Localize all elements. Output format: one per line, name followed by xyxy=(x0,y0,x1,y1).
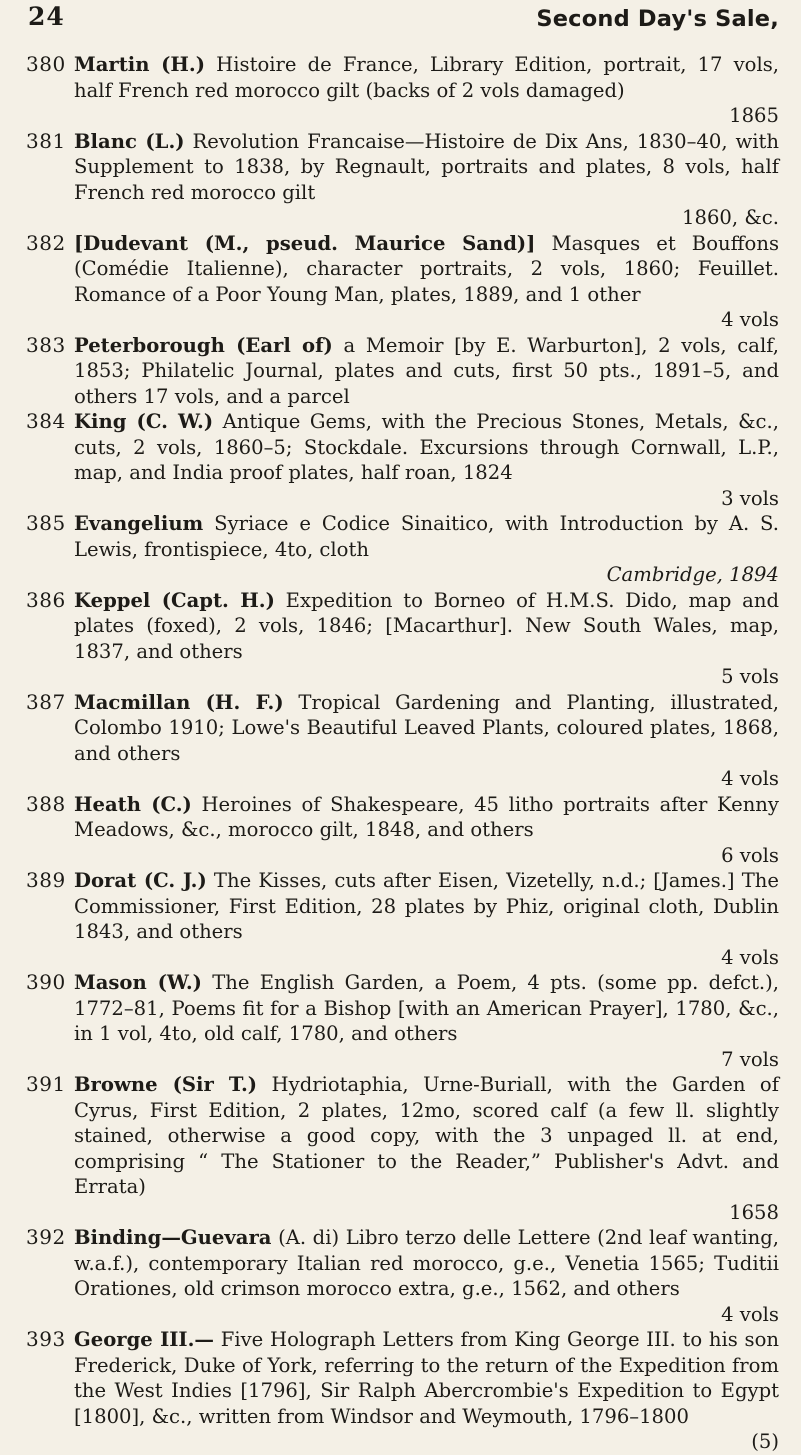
lot-heading: Heath (C.) xyxy=(74,792,192,816)
lot-heading: Keppel (Capt. H.) xyxy=(74,588,275,612)
lot-description xyxy=(74,970,779,1072)
lot-heading: Mason (W.) xyxy=(74,971,202,994)
lot-heading: Blanc (L.) xyxy=(74,129,185,153)
lot-text: Hydriotaphia, Urne-Buriall, with the Garden of Cyrus, First Edition, 2 plates, 12mo, scored calf (a few ll. slightly stained, otherwise a good copy, with the 3 unpaged ll. at end, comprising “ The Stationer to the Reader,” Publisher's Advt. and Errata) xyxy=(74,1073,779,1198)
lot-number: 386 xyxy=(26,587,66,612)
lot-heading: Binding—Guevara xyxy=(74,1226,272,1249)
lot-tail: 7 vols xyxy=(721,1047,779,1071)
lot-description xyxy=(74,792,779,869)
lot-description xyxy=(74,52,779,129)
lot-number: 390 xyxy=(26,970,66,994)
lot-heading: [Dudevant (M., pseud. Maurice Sand)] xyxy=(74,231,536,255)
lot-description xyxy=(74,231,779,333)
lot-tail: 4 vols xyxy=(721,767,779,790)
lot-entry xyxy=(26,1072,779,1225)
lot-number: 392 xyxy=(26,1225,66,1249)
lot-text: (A. di) Libro terzo delle Lettere (2nd leaf wanting, w.a.f.), contemporary Italian red morocco, g.e., Venetia 1565; Tuditii Orationes, old crimson morocco extra, g.e., 1562, and others xyxy=(74,1226,780,1300)
lot-text: Expedition to Borneo of H.M.S. Dido, map and plates (foxed), 2 vols, 1846; [Macarthur]. New South Wales, map, 1837, and others xyxy=(74,588,779,663)
lot-text: Heroines of Shakespeare, 45 litho portraits after Kenny Meadows, &c., morocco gilt, 1848, and others xyxy=(74,792,779,841)
lot-entry xyxy=(26,690,779,792)
lot-entry xyxy=(26,970,779,1072)
lot-entry xyxy=(26,1327,779,1455)
lot-text: Five Holograph Letters from King George III. to his son Frederick, Duke of York, referring to the return of the Expedition from the West Indies [1796], Sir Ralph Abercrombie's Expedition to Egypt [1800], &c., written from Windsor and Weymouth, 1796–1800 xyxy=(74,1328,780,1428)
lot-text: Histoire de France, Library Edition, portrait, 17 vols, half French red morocco gilt (backs of 2 vols damaged) xyxy=(74,53,779,102)
running-head: Second Day's Sale, xyxy=(536,6,779,32)
lot-number: 388 xyxy=(26,791,66,816)
lot-number: 393 xyxy=(26,1327,66,1351)
lot-text: Tropical Gardening and Planting, illustrated, Colombo 1910; Lowe's Beautiful Leaved Plants, coloured plates, 1868, and others xyxy=(74,690,779,765)
lot-heading: Macmillan (H. F.) xyxy=(74,690,284,714)
lot-entry xyxy=(26,52,779,129)
lot-description xyxy=(74,690,779,792)
lot-text: Revolution Francaise—Histoire de Dix Ans, 1830–40, with Supplement to 1838, by Regnault, portraits and plates, 8 vols, half French red morocco gilt xyxy=(74,129,779,204)
lot-entry xyxy=(26,231,779,333)
lot-tail: (5) xyxy=(751,1430,779,1453)
lot-tail: 3 vols xyxy=(721,486,779,510)
lot-number: 384 xyxy=(26,409,66,433)
lot-description xyxy=(74,333,779,410)
lot-tail: 4 vols xyxy=(721,1302,779,1326)
lot-heading: Browne (Sir T.) xyxy=(74,1073,258,1096)
lot-text: Masques et Bouffons (Comédie Italienne), character portraits, 2 vols, 1860; Feuillet. Romance of a Poor Young Man, plates, 1889, and 1 other xyxy=(74,231,780,306)
lot-entry xyxy=(26,333,779,410)
lot-number: 391 xyxy=(26,1072,66,1096)
lot-heading: Peterborough (Earl of) xyxy=(74,333,333,357)
lot-heading: Martin (H.) xyxy=(74,53,206,76)
lot-tail: 5 vols xyxy=(721,665,779,688)
lot-number: 383 xyxy=(26,332,66,357)
lot-entry xyxy=(26,511,779,588)
lot-description xyxy=(74,129,779,231)
lot-number: 389 xyxy=(26,868,66,892)
lot-tail: Cambridge, 1894 xyxy=(606,563,779,586)
lot-list xyxy=(26,52,779,1455)
lot-heading: Dorat (C. J.) xyxy=(74,869,207,892)
lot-entry xyxy=(26,588,779,690)
lot-number: 382 xyxy=(26,230,66,255)
lot-number: 385 xyxy=(26,511,66,535)
lot-tail: 1865 xyxy=(729,104,779,127)
lot-description xyxy=(74,868,779,970)
lot-entry xyxy=(26,1225,779,1327)
lot-description xyxy=(74,1225,779,1327)
lot-text: a Memoir [by E. Warburton], 2 vols, calf, 1853; Philatelic Journal, plates and cuts, first 50 pts., 1891–5, and others 17 vols, and a parcel xyxy=(74,333,779,408)
lot-description xyxy=(74,409,779,511)
lot-heading: King (C. W.) xyxy=(74,410,214,433)
lot-text: Syriace e Codice Sinaitico, with Introduction by A. S. Lewis, frontispiece, 4to, cloth xyxy=(74,512,780,561)
lot-tail: 4 vols xyxy=(721,945,779,969)
lot-heading: George III.— xyxy=(74,1328,214,1351)
lot-entry xyxy=(26,129,779,231)
lot-description xyxy=(74,588,779,690)
lot-entry xyxy=(26,792,779,869)
lot-number: 381 xyxy=(26,128,66,153)
lot-heading: Evangelium xyxy=(74,512,204,535)
lot-text: Antique Gems, with the Precious Stones, Metals, &c., cuts, 2 vols, 1860–5; Stockdale. Excursions through Cornwall, L.P., map, and India proof plates, half roan, 1824 xyxy=(74,410,779,484)
lot-text: The English Garden, a Poem, 4 pts. (some pp. defct.), 1772–81, Poems fit for a Bishop [with an American Prayer], 1780, &c., in 1 vol, 4to, old calf, 1780, and others xyxy=(74,971,779,1045)
lot-number: 387 xyxy=(26,689,66,714)
lot-tail: 1860, &c. xyxy=(682,206,779,229)
lot-description xyxy=(74,511,779,588)
lot-entry xyxy=(26,868,779,970)
lot-tail: 4 vols xyxy=(721,308,779,331)
lot-description xyxy=(74,1072,779,1225)
lot-entry xyxy=(26,409,779,511)
lot-text: The Kisses, cuts after Eisen, Vizetelly, n.d.; [James.] The Commissioner, First Edition, 28 plates by Phiz, original cloth, Dublin 1843, and others xyxy=(74,869,779,943)
lot-tail: 1658 xyxy=(729,1200,779,1224)
page-header xyxy=(26,0,779,50)
lot-number: 380 xyxy=(26,52,66,76)
page-number: 24 xyxy=(28,2,65,31)
lot-description xyxy=(74,1327,779,1455)
lot-tail: 6 vols xyxy=(721,843,779,867)
